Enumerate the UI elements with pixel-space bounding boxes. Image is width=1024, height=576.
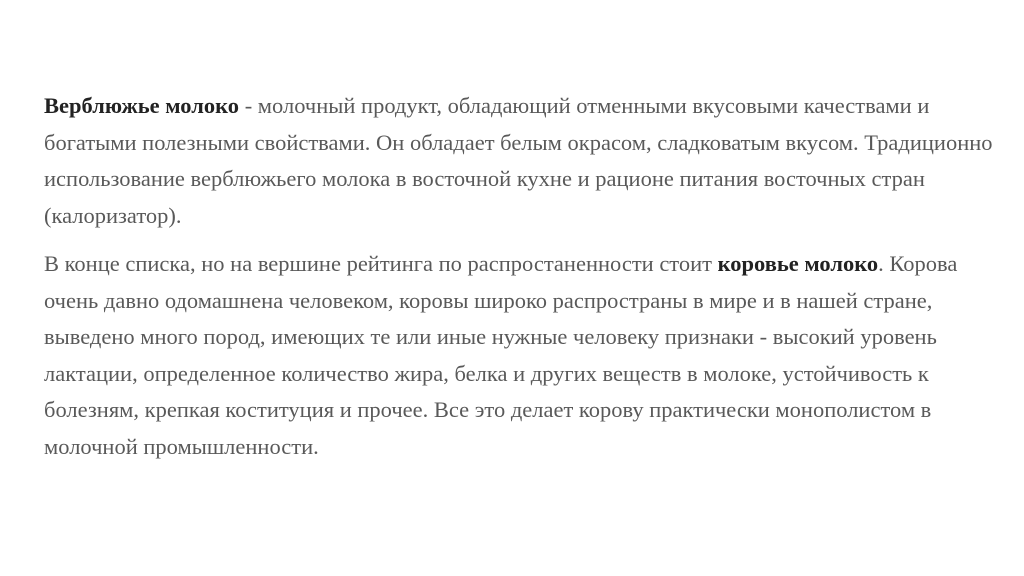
paragraph-text-intro: В конце списка, но на вершине рейтинга по распростаненности стоит: [44, 251, 718, 276]
paragraph-cow-milk: [44, 246, 994, 465]
paragraph-camel-milk: [44, 88, 994, 234]
term-camel-milk: Верблюжье молоко: [44, 93, 240, 118]
paragraph-text: - молочный продукт, обладающий отменными вкусовыми качествами и богатыми полезными свойствами. Он обладает белым окрасом, сладковатым вкусом. Традиционно использование верблюжьего молока в восточной кухне и рационе питания восточных стран (калоризатор).: [44, 93, 993, 228]
paragraph-text: . Корова очень давно одомашнена человеком, коровы широко распрострaны в мире и в нашей стране, выведено много пород, имеющих те или иные нужные человеку признаки - высокий уровень лактации, определенное количество жира, белка и других веществ в молоке, устойчивость к болезням, крепкая коституция и прочее. Все это делает корову практически монополистом в молочной промышленности.: [44, 251, 958, 459]
slide-text-body: [44, 88, 994, 465]
term-cow-milk: коровье молоко: [717, 251, 879, 276]
